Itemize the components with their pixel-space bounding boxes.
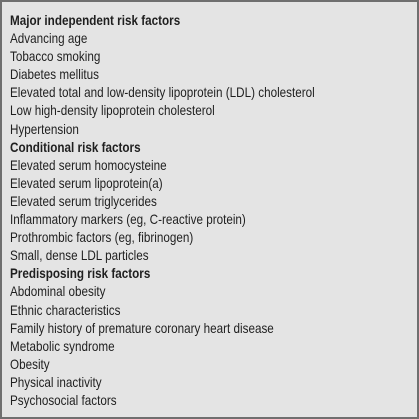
list-item: Physical inactivity bbox=[10, 374, 102, 390]
list-item: Elevated serum homocysteine bbox=[10, 157, 167, 173]
list-item: Hypertension bbox=[10, 121, 79, 137]
list-item: Abdominal obesity bbox=[10, 284, 106, 300]
list-item: Psychosocial factors bbox=[10, 392, 117, 408]
list-item: Metabolic syndrome bbox=[10, 338, 115, 354]
section-heading-conditional: Conditional risk factors bbox=[10, 139, 141, 155]
list-item: Elevated serum triglycerides bbox=[10, 193, 157, 209]
list-item: Small, dense LDL particles bbox=[10, 248, 149, 264]
list-item: Family history of premature coronary heart disease bbox=[10, 320, 274, 336]
list-item: Tobacco smoking bbox=[10, 49, 101, 65]
list-item: Diabetes mellitus bbox=[10, 67, 100, 83]
section-heading-predisposing: Predisposing risk factors bbox=[10, 266, 151, 282]
list-item: Low high-density lipoprotein cholesterol bbox=[10, 103, 215, 119]
section-heading-major: Major independent risk factors bbox=[10, 13, 181, 28]
list-item: Ethnic characteristics bbox=[10, 302, 121, 318]
list-item: Elevated total and low-density lipoprotein (LDL) cholesterol bbox=[10, 85, 315, 101]
risk-factor-list bbox=[10, 12, 315, 410]
list-item: Inflammatory markers (eg, C-reactive protein) bbox=[10, 212, 246, 228]
list-item: Obesity bbox=[10, 356, 50, 372]
list-item: Prothrombic factors (eg, fibrinogen) bbox=[10, 230, 194, 246]
list-item: Advancing age bbox=[10, 31, 88, 47]
list-item: Elevated serum lipoprotein(a) bbox=[10, 175, 163, 191]
